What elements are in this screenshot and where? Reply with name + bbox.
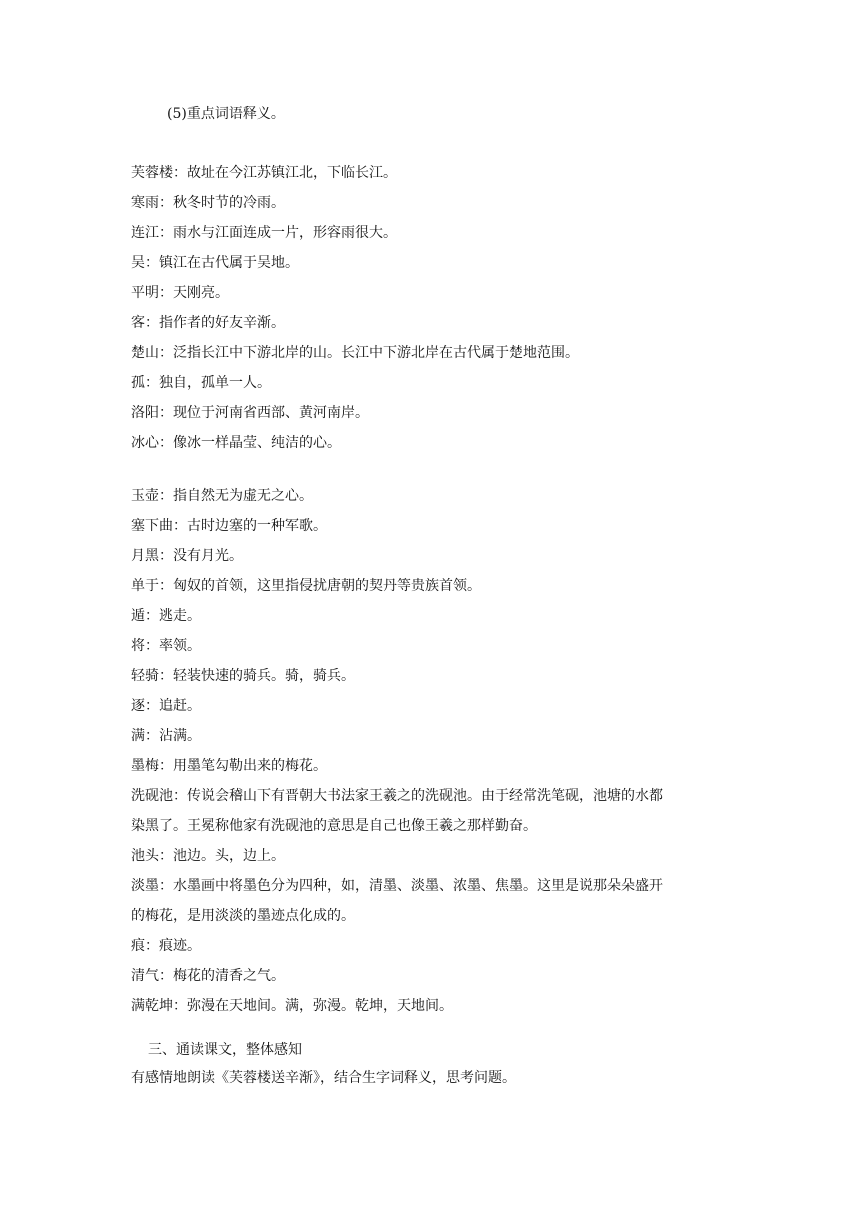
section-three [131, 1036, 516, 1092]
vocab-item: 寒雨：秋冬时节的冷雨。 [131, 195, 285, 211]
vocab-item: 轻骑：轻装快速的骑兵。骑，骑兵。 [131, 668, 355, 684]
vocab-item: 将：率领。 [131, 638, 201, 654]
section-three-instruction: 有感情地朗读《芙蓉楼送辛渐》，结合生字词释义，思考问题。 [131, 1070, 516, 1086]
vocab-item: 满乾坤：弥漫在天地间。满，弥漫。乾坤，天地间。 [131, 998, 453, 1014]
vocab-item: 月黑：没有月光。 [131, 548, 243, 564]
vocab-paragraph-xiyanchi [0, 781, 731, 841]
vocab-item: 孤：独自，孤单一人。 [131, 375, 271, 391]
vocab-item: 玉壶：指自然无为虚无之心。 [131, 488, 313, 504]
vocab-paragraph-danmo [0, 871, 731, 931]
vocab-item: 连江：雨水与江面连成一片，形容雨很大。 [131, 225, 397, 241]
vocab-group-1 [131, 158, 731, 458]
vocab-item: 芙蓉楼：故址在今江苏镇江北，下临长江。 [131, 165, 397, 181]
vocab-item: 清气：梅花的清香之气。 [131, 968, 285, 984]
vocab-group-2 [131, 481, 731, 1021]
paragraph-line: 淡墨：水墨画中将墨色分为四种，如，清墨、淡墨、浓墨、焦墨。这里是说那朵朵盛开 [131, 878, 663, 894]
vocab-item: 客：指作者的好友辛渐。 [131, 315, 285, 331]
vocab-item: 冰心：像冰一样晶莹、纯洁的心。 [131, 435, 341, 451]
vocab-item: 平明：天刚亮。 [131, 285, 229, 301]
vocab-item: 墨梅：用墨笔勾勒出来的梅花。 [131, 758, 327, 774]
vocab-item: 吴：镇江在古代属于吴地。 [131, 255, 299, 271]
paragraph-line: 洗砚池：传说会稽山下有晋朝大书法家王羲之的洗砚池。由于经常洗笔砚，池塘的水都 [131, 788, 663, 804]
vocab-item: 满：沾满。 [131, 728, 201, 744]
vocab-item: 塞下曲：古时边塞的一种军歌。 [131, 518, 327, 534]
section-heading: (5)重点词语释义。 [167, 106, 285, 122]
vocab-item: 楚山：泛指长江中下游北岸的山。长江中下游北岸在古代属于楚地范围。 [131, 345, 579, 361]
vocab-item: 池头：池边。头，边上。 [131, 848, 285, 864]
vocab-item: 洛阳：现位于河南省西部、黄河南岸。 [131, 405, 369, 421]
vocab-item: 痕：痕迹。 [131, 938, 201, 954]
vocab-item: 遁：逃走。 [131, 608, 201, 624]
vocab-item: 单于：匈奴的首领，这里指侵扰唐朝的契丹等贵族首领。 [131, 578, 481, 594]
paragraph-line: 的梅花，是用淡淡的墨迹点化成的。 [131, 908, 355, 924]
vocab-item: 逐：追赶。 [131, 698, 201, 714]
paragraph-line: 染黑了。王冕称他家有洗砚池的意思是自己也像王羲之那样勤奋。 [131, 818, 537, 834]
section-three-title: 三、通读课文，整体感知 [148, 1042, 302, 1058]
